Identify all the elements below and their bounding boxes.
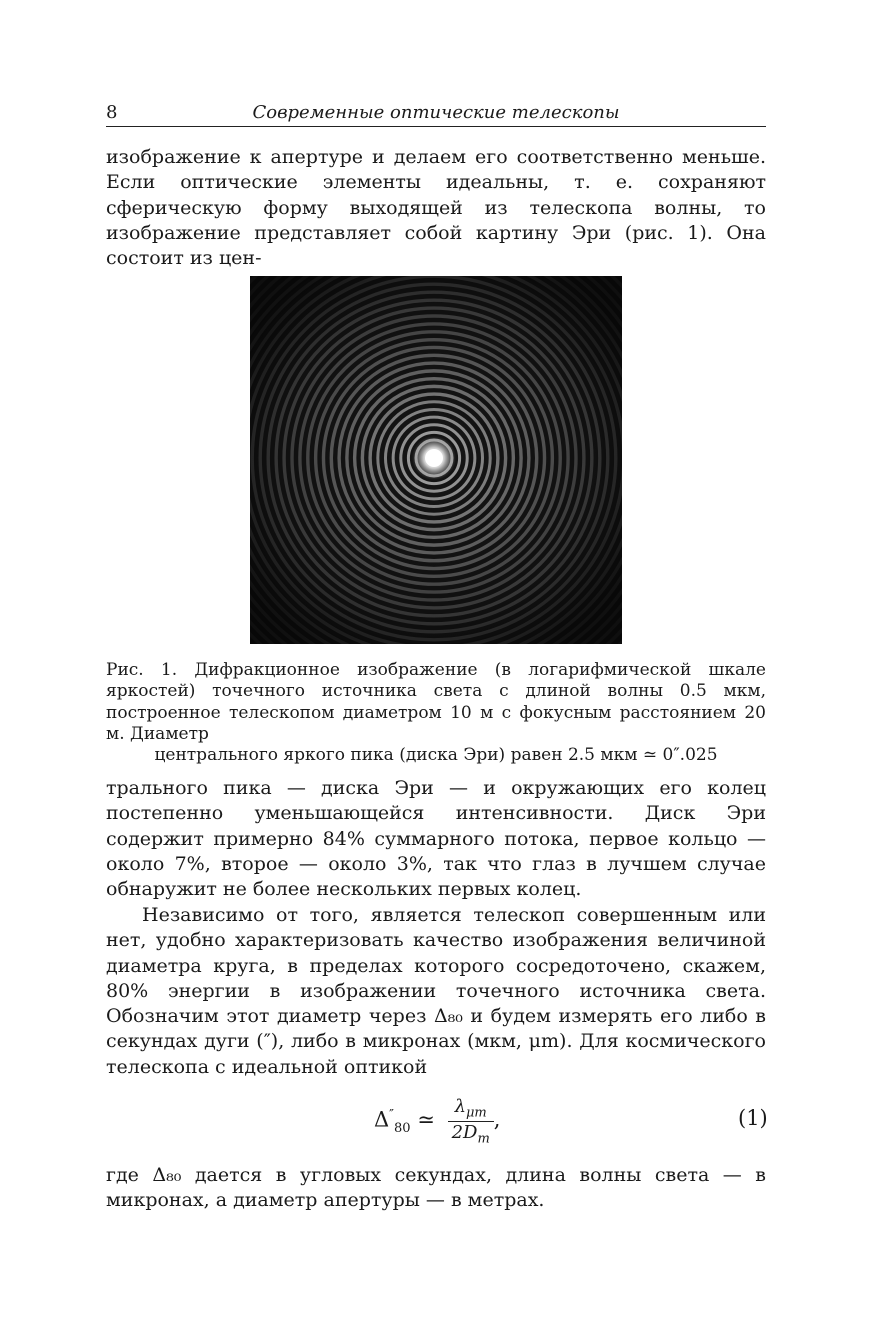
- equation-formula: [374, 1096, 500, 1146]
- eq-lhs-sup: ″: [389, 1107, 395, 1123]
- paragraph-1: изображение к апертуре и делаем его соответственно меньше. Если оптические элементы идеальны, т. е. сохраняют сферическую форму выходящей из телескопа волны, то изображение представляет собой картину Эри (рис. 1). Она состоит из цен-: [106, 146, 766, 270]
- eq-relation: ≃: [417, 1107, 435, 1132]
- caption-main: Рис. 1. Дифракционное изображение (в логарифмической шкале яркостей) точечного источника света с длиной волны 0.5 мкм, построенное телескопом диаметром 10 м с фокусным расстоянием 20 м. Диаметр: [106, 660, 766, 744]
- paragraph-2: трального пика — диска Эри — и окружающих его колец постепенно уменьшающейся интенсивности. Диск Эри содержит примерно 84% суммарного потока, первое кольцо — около 7%, второе — около 3%, так что глаз в лучшем случае обнаружит не более нескольких первых колец.: [106, 777, 766, 901]
- paragraph-3: Независимо от того, является телескоп совершенным или нет, удобно характеризовать качество изображения величиной диаметра круга, в пределах которого сосредоточено, скажем, 80% энергии в изображении точечного источника света. Обозначим этот диаметр через Δ₈₀ и будем измерять его либо в секундах дуги (″), либо в микронах (мкм, μm). Для космического телескопа с идеальной оптикой: [106, 904, 766, 1078]
- airy-pattern-image: [250, 276, 622, 644]
- caption-last-line: центрального яркого пика (диска Эри) равен 2.5 мкм ≃ 0″.025: [154, 745, 718, 766]
- eq-lhs-symbol: Δ: [374, 1107, 390, 1132]
- equation-1: [0, 1094, 886, 1154]
- page-number: 8: [106, 102, 118, 123]
- figure-caption: [106, 660, 766, 766]
- running-header: [106, 100, 766, 127]
- paragraph-4: где Δ₈₀ дается в угловых секундах, длина волны света — в микронах, а диаметр апертуры — в метрах.: [106, 1164, 766, 1212]
- eq-lhs-sub: 80: [394, 1120, 411, 1136]
- equation-number: (1): [738, 1106, 768, 1130]
- eq-denominator: $2D_m$: [451, 1121, 490, 1147]
- running-title: Современные оптические телескопы: [252, 102, 620, 123]
- eq-fraction: [448, 1096, 494, 1146]
- eq-trailing: ,: [493, 1107, 501, 1132]
- airy-pattern-figure: [250, 276, 622, 644]
- eq-numerator: $\lambda_{\mu m}$: [448, 1096, 494, 1122]
